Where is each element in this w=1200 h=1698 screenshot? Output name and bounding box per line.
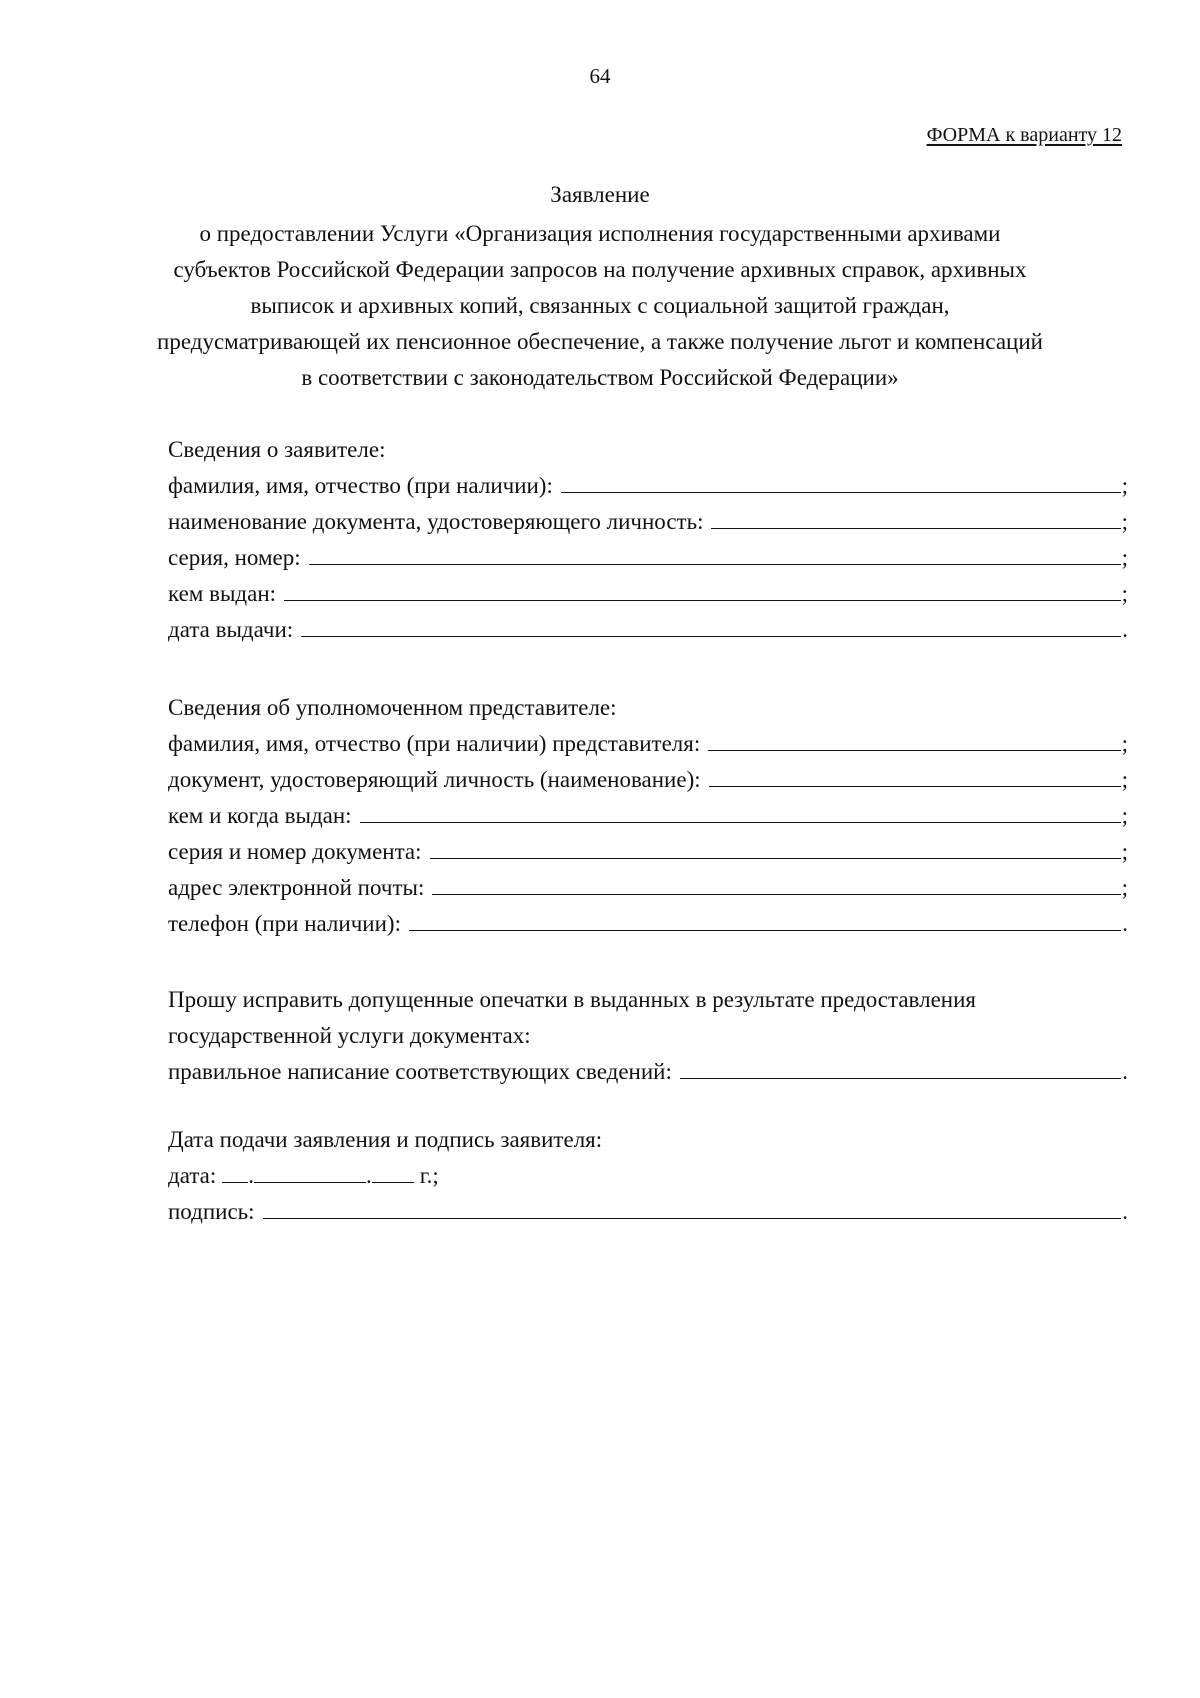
applicant-issue-date-field[interactable] xyxy=(301,612,1121,637)
field-terminator: ; xyxy=(1121,767,1128,792)
representative-id-document-field[interactable] xyxy=(709,762,1121,787)
document-title: Заявление xyxy=(550,182,650,207)
representative-issued-row xyxy=(168,798,1128,834)
field-terminator: . xyxy=(1122,1059,1128,1084)
correct-spelling-row xyxy=(168,1054,1128,1090)
date-year-field[interactable] xyxy=(372,1158,414,1183)
representative-heading: Сведения об уполномоченном представителе: xyxy=(168,695,617,720)
request-text-line: государственной услуги документах: xyxy=(168,1023,531,1048)
representative-full-name-field[interactable] xyxy=(708,726,1120,751)
field-label: серия, номер: xyxy=(168,545,301,570)
field-terminator: ; xyxy=(1121,473,1128,498)
date-label: дата: xyxy=(168,1163,217,1188)
field-terminator: ; xyxy=(1121,875,1128,900)
representative-issued-field[interactable] xyxy=(360,798,1121,823)
correct-spelling-field[interactable] xyxy=(680,1054,1121,1079)
field-label: фамилия, имя, отчество (при наличии) представителя: xyxy=(168,731,701,756)
field-label: наименование документа, удостоверяющего личность: xyxy=(168,509,704,534)
field-terminator: . xyxy=(1122,911,1128,936)
signature-field[interactable] xyxy=(263,1194,1122,1219)
subtitle-line: субъектов Российской Федерации запросов на получение архивных справок, архивных xyxy=(173,257,1027,282)
field-terminator: . xyxy=(1122,1199,1128,1224)
signature-heading: Дата подачи заявления и подпись заявителя: xyxy=(168,1127,603,1152)
applicant-issue-date-row xyxy=(168,612,1128,648)
applicant-heading: Сведения о заявителе: xyxy=(168,437,386,462)
applicant-section xyxy=(168,432,1128,648)
applicant-series-number-row xyxy=(168,540,1128,576)
subtitle-line: выписок и архивных копий, связанных с социальной защитой граждан, xyxy=(250,293,950,318)
applicant-issued-by-field[interactable] xyxy=(284,576,1121,601)
field-terminator: ; xyxy=(1121,803,1128,828)
applicant-full-name-row xyxy=(168,468,1128,504)
representative-email-field[interactable] xyxy=(432,870,1120,895)
applicant-full-name-field[interactable] xyxy=(561,468,1121,493)
date-separator: . xyxy=(366,1163,372,1188)
submission-date-row xyxy=(168,1158,1128,1194)
field-label: серия и номер документа: xyxy=(168,839,422,864)
date-separator: . xyxy=(248,1163,254,1188)
request-section xyxy=(168,982,1128,1090)
representative-doc-number-row xyxy=(168,834,1128,870)
representative-phone-field[interactable] xyxy=(409,906,1121,931)
subtitle-line: о предоставлении Услуги «Организация исполнения государственными архивами xyxy=(199,221,1001,246)
form-variant-tag: ФОРМА к варианту 12 xyxy=(926,124,1122,146)
field-label: правильное написание соответствующих сведений: xyxy=(168,1059,672,1084)
subtitle-line: в соответствии с законодательством Российской Федерации» xyxy=(301,365,899,390)
document-subtitle xyxy=(0,216,1200,396)
signature-section xyxy=(168,1122,1128,1230)
page-number: 64 xyxy=(589,64,611,88)
date-month-field[interactable] xyxy=(254,1158,366,1183)
field-terminator: ; xyxy=(1121,731,1128,756)
representative-full-name-row xyxy=(168,726,1128,762)
applicant-series-number-field[interactable] xyxy=(309,540,1121,565)
representative-phone-row xyxy=(168,906,1128,942)
request-text-line: Прошу исправить допущенные опечатки в выданных в результате предоставления xyxy=(168,987,976,1012)
field-terminator: . xyxy=(1122,617,1128,642)
subtitle-line: предусматривающей их пенсионное обеспечение, а также получение льгот и компенсаций xyxy=(157,329,1043,354)
field-label: кем и когда выдан: xyxy=(168,803,352,828)
field-terminator: ; xyxy=(1121,581,1128,606)
representative-email-row xyxy=(168,870,1128,906)
signature-label: подпись: xyxy=(168,1199,255,1224)
field-terminator: ; xyxy=(1121,839,1128,864)
field-label: фамилия, имя, отчество (при наличии): xyxy=(168,473,553,498)
field-label: телефон (при наличии): xyxy=(168,911,401,936)
field-terminator: ; xyxy=(1121,509,1128,534)
representative-id-document-row xyxy=(168,762,1128,798)
field-terminator: ; xyxy=(1121,545,1128,570)
date-year-suffix: г.; xyxy=(419,1163,439,1188)
field-label: адрес электронной почты: xyxy=(168,875,425,900)
date-day-field[interactable] xyxy=(222,1158,248,1183)
signature-row xyxy=(168,1194,1128,1230)
field-label: кем выдан: xyxy=(168,581,277,606)
applicant-issued-by-row xyxy=(168,576,1128,612)
field-label: документ, удостоверяющий личность (наименование): xyxy=(168,767,701,792)
representative-section xyxy=(168,690,1128,942)
representative-doc-number-field[interactable] xyxy=(430,834,1121,859)
applicant-id-document-row xyxy=(168,504,1128,540)
field-label: дата выдачи: xyxy=(168,617,294,642)
applicant-id-document-field[interactable] xyxy=(711,504,1120,529)
